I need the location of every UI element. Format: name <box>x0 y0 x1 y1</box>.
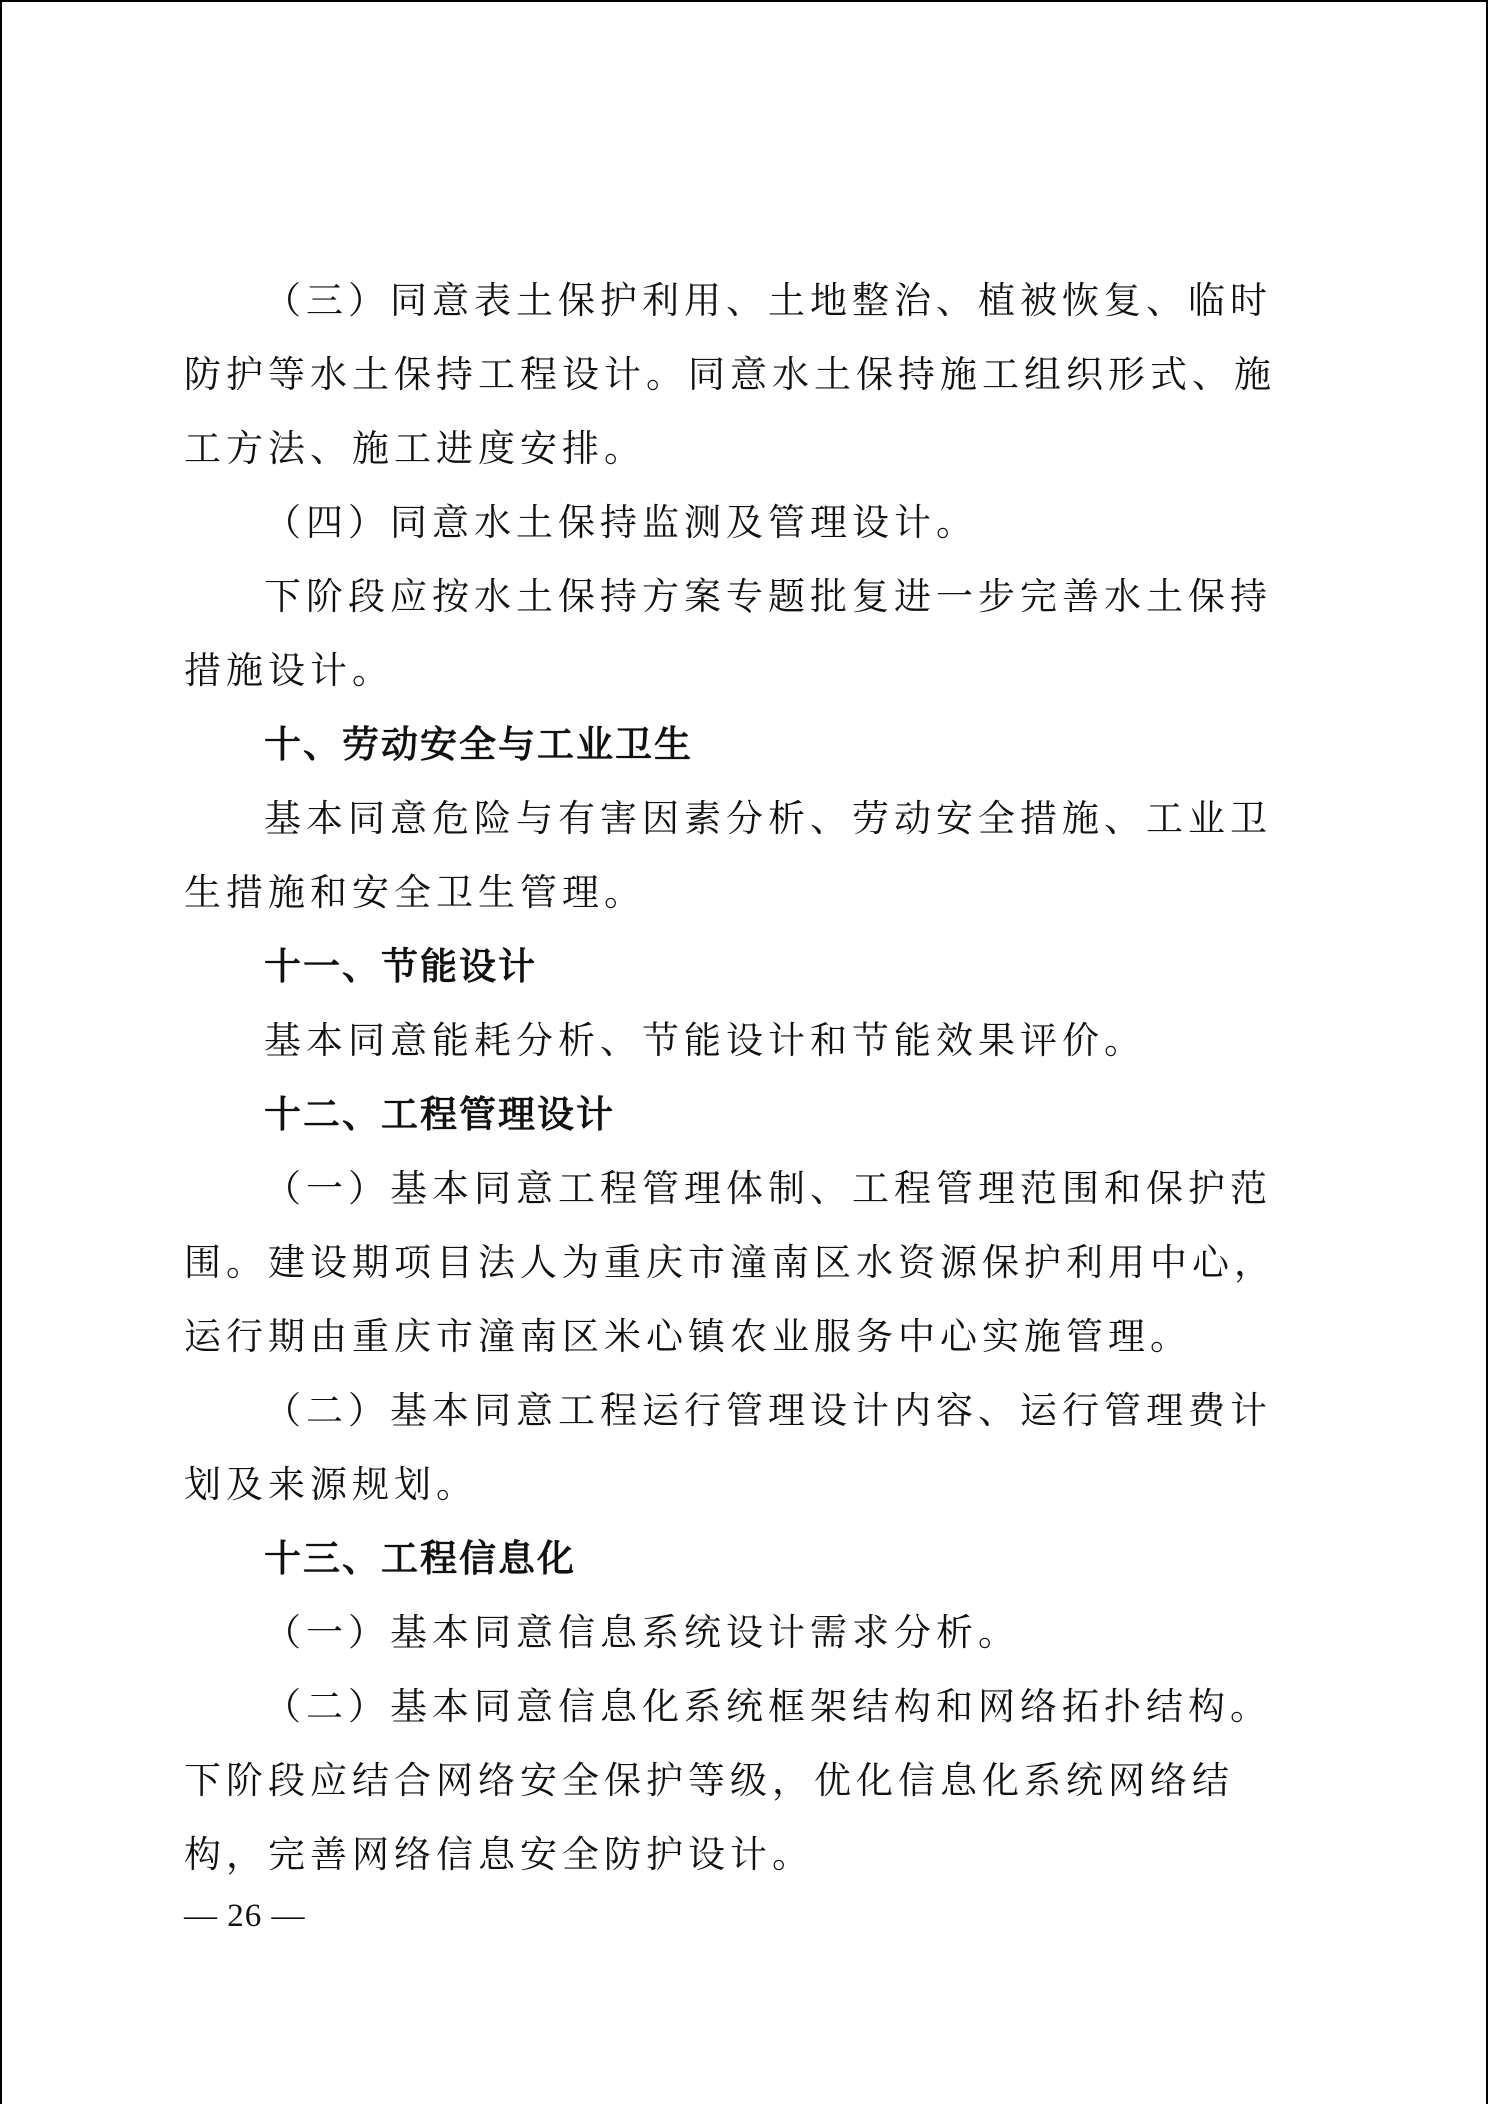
paragraph-network-structure: （二）基本同意信息化系统框架结构和网络拓扑结构。下阶段应结合网络安全保护等级，优化信息化系统网络结构，完善网络信息安全防护设计。 <box>184 1685 1272 1876</box>
paragraph-operation-management: （二）基本同意工程运行管理设计内容、运行管理费计划及来源规划。 <box>184 1389 1272 1506</box>
paragraph-information-needs: （一）基本同意信息系统设计需求分析。 <box>264 1611 1020 1654</box>
heading-informatization: 十三、工程信息化 <box>264 1537 576 1580</box>
heading-energy-design: 十一、节能设计 <box>264 945 537 988</box>
document-body <box>184 264 1304 1892</box>
paragraph-management-system: （一）基本同意工程管理体制、工程管理范围和保护范围。建设期项目法人为重庆市潼南区水资源保护利用中心，运行期由重庆市潼南区米心镇农业服务中心实施管理。 <box>184 1167 1276 1358</box>
page-number: — 26 — <box>184 1898 306 1934</box>
paragraph-monitoring-design: （四）同意水土保持监测及管理设计。 <box>264 501 978 544</box>
heading-labor-safety: 十、劳动安全与工业卫生 <box>264 723 693 766</box>
paragraph-next-stage: 下阶段应按水土保持方案专题批复进一步完善水土保持措施设计。 <box>184 575 1272 692</box>
paragraph-labor-safety: 基本同意危险与有害因素分析、劳动安全措施、工业卫生措施和安全卫生管理。 <box>184 797 1272 914</box>
heading-project-management: 十二、工程管理设计 <box>264 1093 615 1136</box>
paragraph-water-soil-design: （三）同意表土保护利用、土地整治、植被恢复、临时防护等水土保持工程设计。同意水土保持施工组织形式、施工方法、施工进度安排。 <box>184 279 1276 470</box>
paragraph-energy-design: 基本同意能耗分析、节能设计和节能效果评价。 <box>264 1019 1146 1062</box>
